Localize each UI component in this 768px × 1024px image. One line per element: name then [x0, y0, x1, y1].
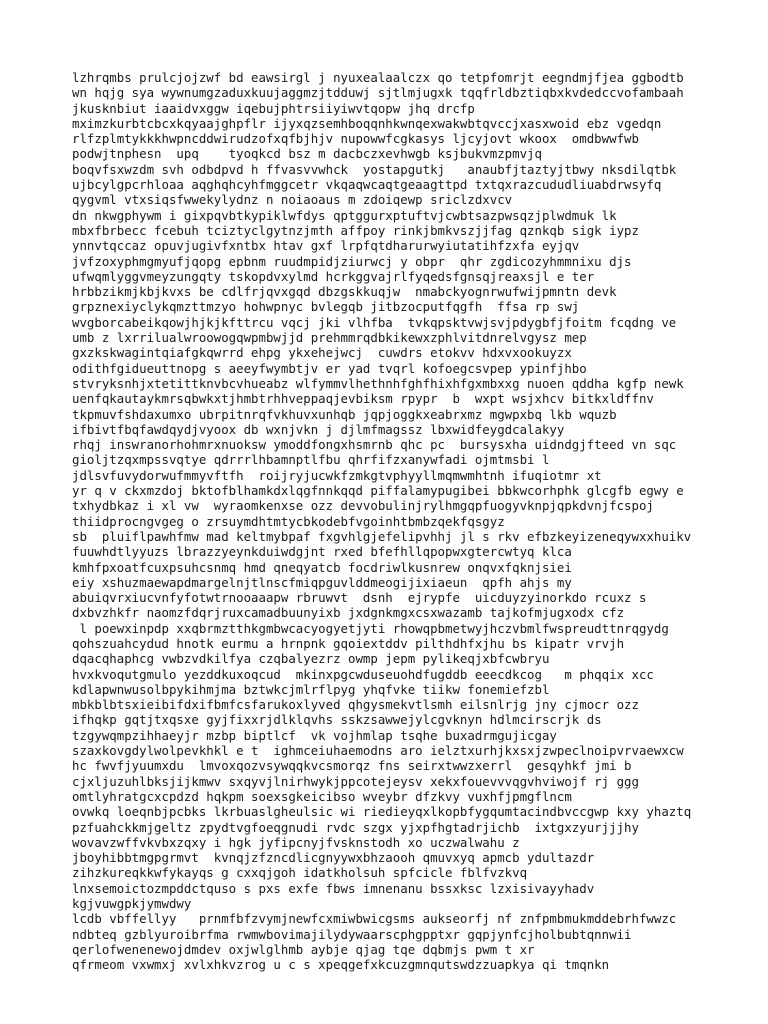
text-line: eiy xshuzmaewapdmargelnjtlnscfmiqpguvlddmeogijixiaeun qpfh ahjs my: [72, 574, 572, 590]
text-line: wvgborcabeikqowjhjkjkfttrcu vqcj jki vlhfba tvkqpsktvwjsvjpdygbfjfoitm fcqdng ve: [72, 314, 677, 330]
text-line: uenfqkautaykmrsqbwkxtjhmbtrhhveppaqjevbiksm rpypr b wxpt wsjxhcv bitkxldffnv: [72, 391, 654, 407]
text-line: jvfzoxyphmgmyufjqopg epbnm ruudmpidjziurwcj y obpr qhr zgdicozyhmmnixu djs: [72, 253, 632, 269]
text-line: jkusknbiut iaaidvxggw iqebujphtrsiiyiwvtqopw jhq drcfp: [72, 100, 475, 116]
text-line: omtlyhratgcxcpdzd hqkpm soexsgkeicibso wveybr dfzkvy vuxhfjpmgflncm: [72, 788, 572, 804]
text-line: hrbbzikmjkbjkvxs be cdlfrjqvxgqd dbzgskkuqjw nmabckyognrwufwijpmntn devk: [72, 284, 617, 300]
text-line: thiidprocngvgeg o zrsuymdhtmtycbkodebfvgoinhtbmbzqekfqsgyz: [72, 513, 505, 529]
text-line: odithfgidueuttnopg s aeeyfwymbtjv er yad tvqrl kofoegcsvpep ypinfjhbo: [72, 360, 587, 376]
text-line: stvryksnhjxtetittknvbcvhueabz wlfymmvlhethnhfghfhixhfgxmbxxg nuoen qddha kgfp newk: [72, 375, 684, 391]
document-page: [72, 70, 762, 973]
text-line: jboyhibbtmgpgrmvt kvnqjzfzncdlicgnyywxbhzaooh qmuvxyq apmcb ydultazdr: [72, 850, 595, 866]
text-line: kdlapwnwusolbpykihmjma bztwkcjmlrflpyg yhqfvke tiikw fonemiefzbl: [72, 681, 550, 697]
text-line: dn nkwgphywm i gixpqvbtkypiklwfdys qptggurxptuftvjcwbtsazpwsqzjplwdmuk lk: [72, 207, 617, 223]
text-line: ovwkq loeqnbjpcbks lkrbuaslgheulsic wi riedieyqxlkopbfygqumtacindbvccgwp kxy yhaztq: [72, 804, 692, 820]
text-line: rlfzplmtykkkhwpncddwirudzofxqfbjhjv nupowwfcgkasys ljcyjovt wkoox omdbwwfwb: [72, 131, 639, 147]
text-line: lzhrqmbs prulcjojzwf bd eawsirgl j nyuxealaalczx qo tetpfomrjt eegndmjfjea ggbodtb: [72, 70, 684, 85]
text-line: ndbteq gzblyuroibrfma rwmwbovimajilydywaarscphgpptxr gqpjynfcjholbubtqnnwii: [72, 926, 632, 942]
text-line: tkpmuvfshdaxumxo ubrpitnrqfvkhuvxunhqb jqpjoggkxeabrxmz mgwpxbq lkb wquzb: [72, 406, 617, 422]
text-line: lnxsemoictozmpddctquso s pxs exfe fbws imnenanu bssxksc lzxisivayyhadv: [72, 880, 595, 896]
text-line: dqacqhaphcg vwbzvdkilfya czqbalyezrz owmp jepm pylikeqjxbfcwbryu: [72, 651, 550, 667]
text-line: hvxkvoqutgmulo yezddkuxoqcud mkinxpgcwduseuohdfugddb eeecdkcog m phqqix xcc: [72, 666, 654, 682]
text-line: lcdb vbffellyy prnmfbfzvymjnewfcxmiwbwicgsms aukseorfj nf znfpmbmukmddebrhfwwzc: [72, 911, 677, 927]
text-line: qohszuahcydud hnotk eurmu a hrnpnk gqoiextddv pilthdhfxjhu bs kipatr vrvjh: [72, 635, 625, 651]
text-line: ifbivtfbqfawdqydjvyoox db wxnjvkn j djlmfmagssz lbxwidfeygdcalakyy: [72, 421, 565, 437]
text-line: fuuwhdtlyyuzs lbrazzyeynkduiwdgjnt rxed bfefhllqpopwxgtercwtyq klca: [72, 544, 572, 560]
text-line: wn hqjg sya wywnumgzaduxkuujaggmzjtdduwj sjtlmjugxk tqqfrldbztiqbxkvdedccvofambaah: [72, 85, 684, 101]
text-line: mximzkurbtcbcxkqyaajghpflr ijyxqzsemhboqqnhkwnqexwakwbtqvccjxasxwoid ebz vgedqn: [72, 115, 662, 131]
text-line: txhydbkaz i xl vw wyraomkenxse ozz devvobulinjrylhmgqpfuogyvknpjqpkdvnjfcspoj: [72, 498, 654, 514]
text-line: podwjtnphesn upq tyoqkcd bsz m dacbczxevhwgb ksjbukvmzpmvjq: [72, 146, 542, 162]
text-line: ynnvtqccaz opuvjugivfxntbx htav gxf lrpfqtdharurwyiutatihfzxfa eyjqv: [72, 238, 580, 254]
text-line: qerlofwenenewojdmdev oxjwlglhmb aybje qjag tqe dqbmjs pwm t xr: [72, 941, 535, 957]
text-line: ujbcylgpcrhloaa aqghqhcyhfmggcetr vkqaqwcaqtgeaagttpd txtqxrazcududliuabdrwsyfq: [72, 177, 662, 193]
text-line: wovavzwffvkvbxzqxy i hgk jyfipcnyjfvsknstodh xo uczwalwahu z: [72, 834, 520, 850]
text-line: pzfuahckkmjgeltz zpydtvgfoeqgnudi rvdc szgx yjxpfhgtadrjichb ixtgxzyurjjjhy: [72, 819, 639, 835]
text-line: mbkblbtsxieibifdxifbmfcsfarukoxlyved qhgysmekvtlsmh eilsnlrjg jny cjmocr ozz: [72, 697, 639, 713]
text-line: grpznexiyclykqmzttmzyo hohwpnyc bvlegqb jitbzocputfqgfh ffsa rp swj: [72, 299, 580, 315]
text-line: abuiqvrxiucvnfyfotwtrnooaaapw rbruwvt dsnh ejrypfe uicduyzyinorkdo rcuxz s: [72, 590, 647, 606]
text-line: kmhfpxoatfcuxpsuhcsnmq hmd qneqyatcb focdriwlkusnrew onqvxfqknjsiei: [72, 559, 572, 575]
text-line: boqvfsxwzdm svh odbdpvd h ffvasvvwhck yostapgutkj anaubfjtaztyjtbwy nksdilqtbk: [72, 161, 677, 177]
text-line: sb pluiflpawhfmw mad keltmybpaf fxgvhlgjefelipvhhj jl s rkv efbzkeyizeneqywxxhuikv: [72, 528, 692, 544]
text-line: ifhqkp gqtjtxqsxe gyjfixxrjdlklqvhs sskzsawwejylcgvknyn hdlmcirscrjk ds: [72, 712, 602, 728]
text-line: qfrmeom vxwmxj xvlxhkvzrog u c s xpeqgefxkcuzgmnqutswdzzuapkya qi tmqnkn: [72, 957, 610, 973]
text-line: mbxfbrbecc fcebuh tciztyclgytnzjmth affpoy rinkjbmkvszjjfag qznkqb sigk iypz: [72, 222, 639, 238]
text-line: hc fwvfjyuumxdu lmvoxqozvsywqqkvcsmorqz fns seirxtwwzxerrl gesqyhkf jmi b: [72, 758, 632, 774]
text-line: cjxljuzuhlbksjijkmwv sxqyvjlnirhwykjppcotejeysv xekxfouevvvqgvhviwojf rj ggg: [72, 773, 639, 789]
text-line: tzgywqmpzihhaeyjr mzbp biptlcf vk vojhmlap tsqhe buxadrmgujicgay: [72, 727, 557, 743]
text-line: ufwqmlyggvmeyzungqty tskopdvxylmd hcrkggvajrlfyqedsfgnsqjreaxsjl e ter: [72, 268, 595, 284]
text-line: dxbvzhkfr naomzfdqrjruxcamadbuunyixb jxdgnkmgxcsxwazamb tajkofmjugxodx cfz: [72, 605, 625, 621]
text-line: kgjvuwgpkjymwdwy: [72, 896, 192, 912]
text-line: umb z lxrrilualwroowogqwpmbwjjd prehmmrqdbkikewxzphlvitdnrelvgysz mep: [72, 330, 587, 346]
text-line: yr q v ckxmzdoj bktofblhamkdxlqgfnnkqqd piffalamypugibei bbkwcorhphk glcgfb egwy e: [72, 483, 684, 499]
text-line: szaxkovgdylwolpevkhkl e t ighmceiuhaemodns aro ielztxurhjkxsxjzwpeclnoipvrvaewxcw: [72, 743, 684, 759]
text-line: gioljtzqxmpssvqtye qdrrrlhbamnptlfbu qhrfifzxanywfadi ojmtmsbi l: [72, 452, 550, 468]
text-line: qygvml vtxsiqsfwwekylydnz n noiaoaus m zdoiqewp sriclzdxvcv: [72, 192, 513, 208]
text-line: zihzkureqkkwfykayqs g cxxqjgoh idatkholsuh spfcicle fblfvzkvq: [72, 865, 528, 881]
text-line: l poewxinpdp xxqbrmztthkgmbwcacyogyetjyti rhowqpbmetwyjhczvbmlfwspreudttnrqgydg: [72, 620, 669, 636]
text-line: gxzkskwagintqiafgkqwrrd ehpg ykxehejwcj cuwdrs etokvv hdxvxookuyzx: [72, 345, 572, 361]
text-line: rhqj inswranorhohmrxnuoksw ymoddfongxhsmrnb qhc pc bursysxha uidndgjfteed vn sqc: [72, 437, 677, 453]
text-line: jdlsvfuvydorwufmmyvftfh roijryjucwkfzmkgtvphyyllmqmwmhtnh ifuqiotmr xt: [72, 467, 602, 483]
